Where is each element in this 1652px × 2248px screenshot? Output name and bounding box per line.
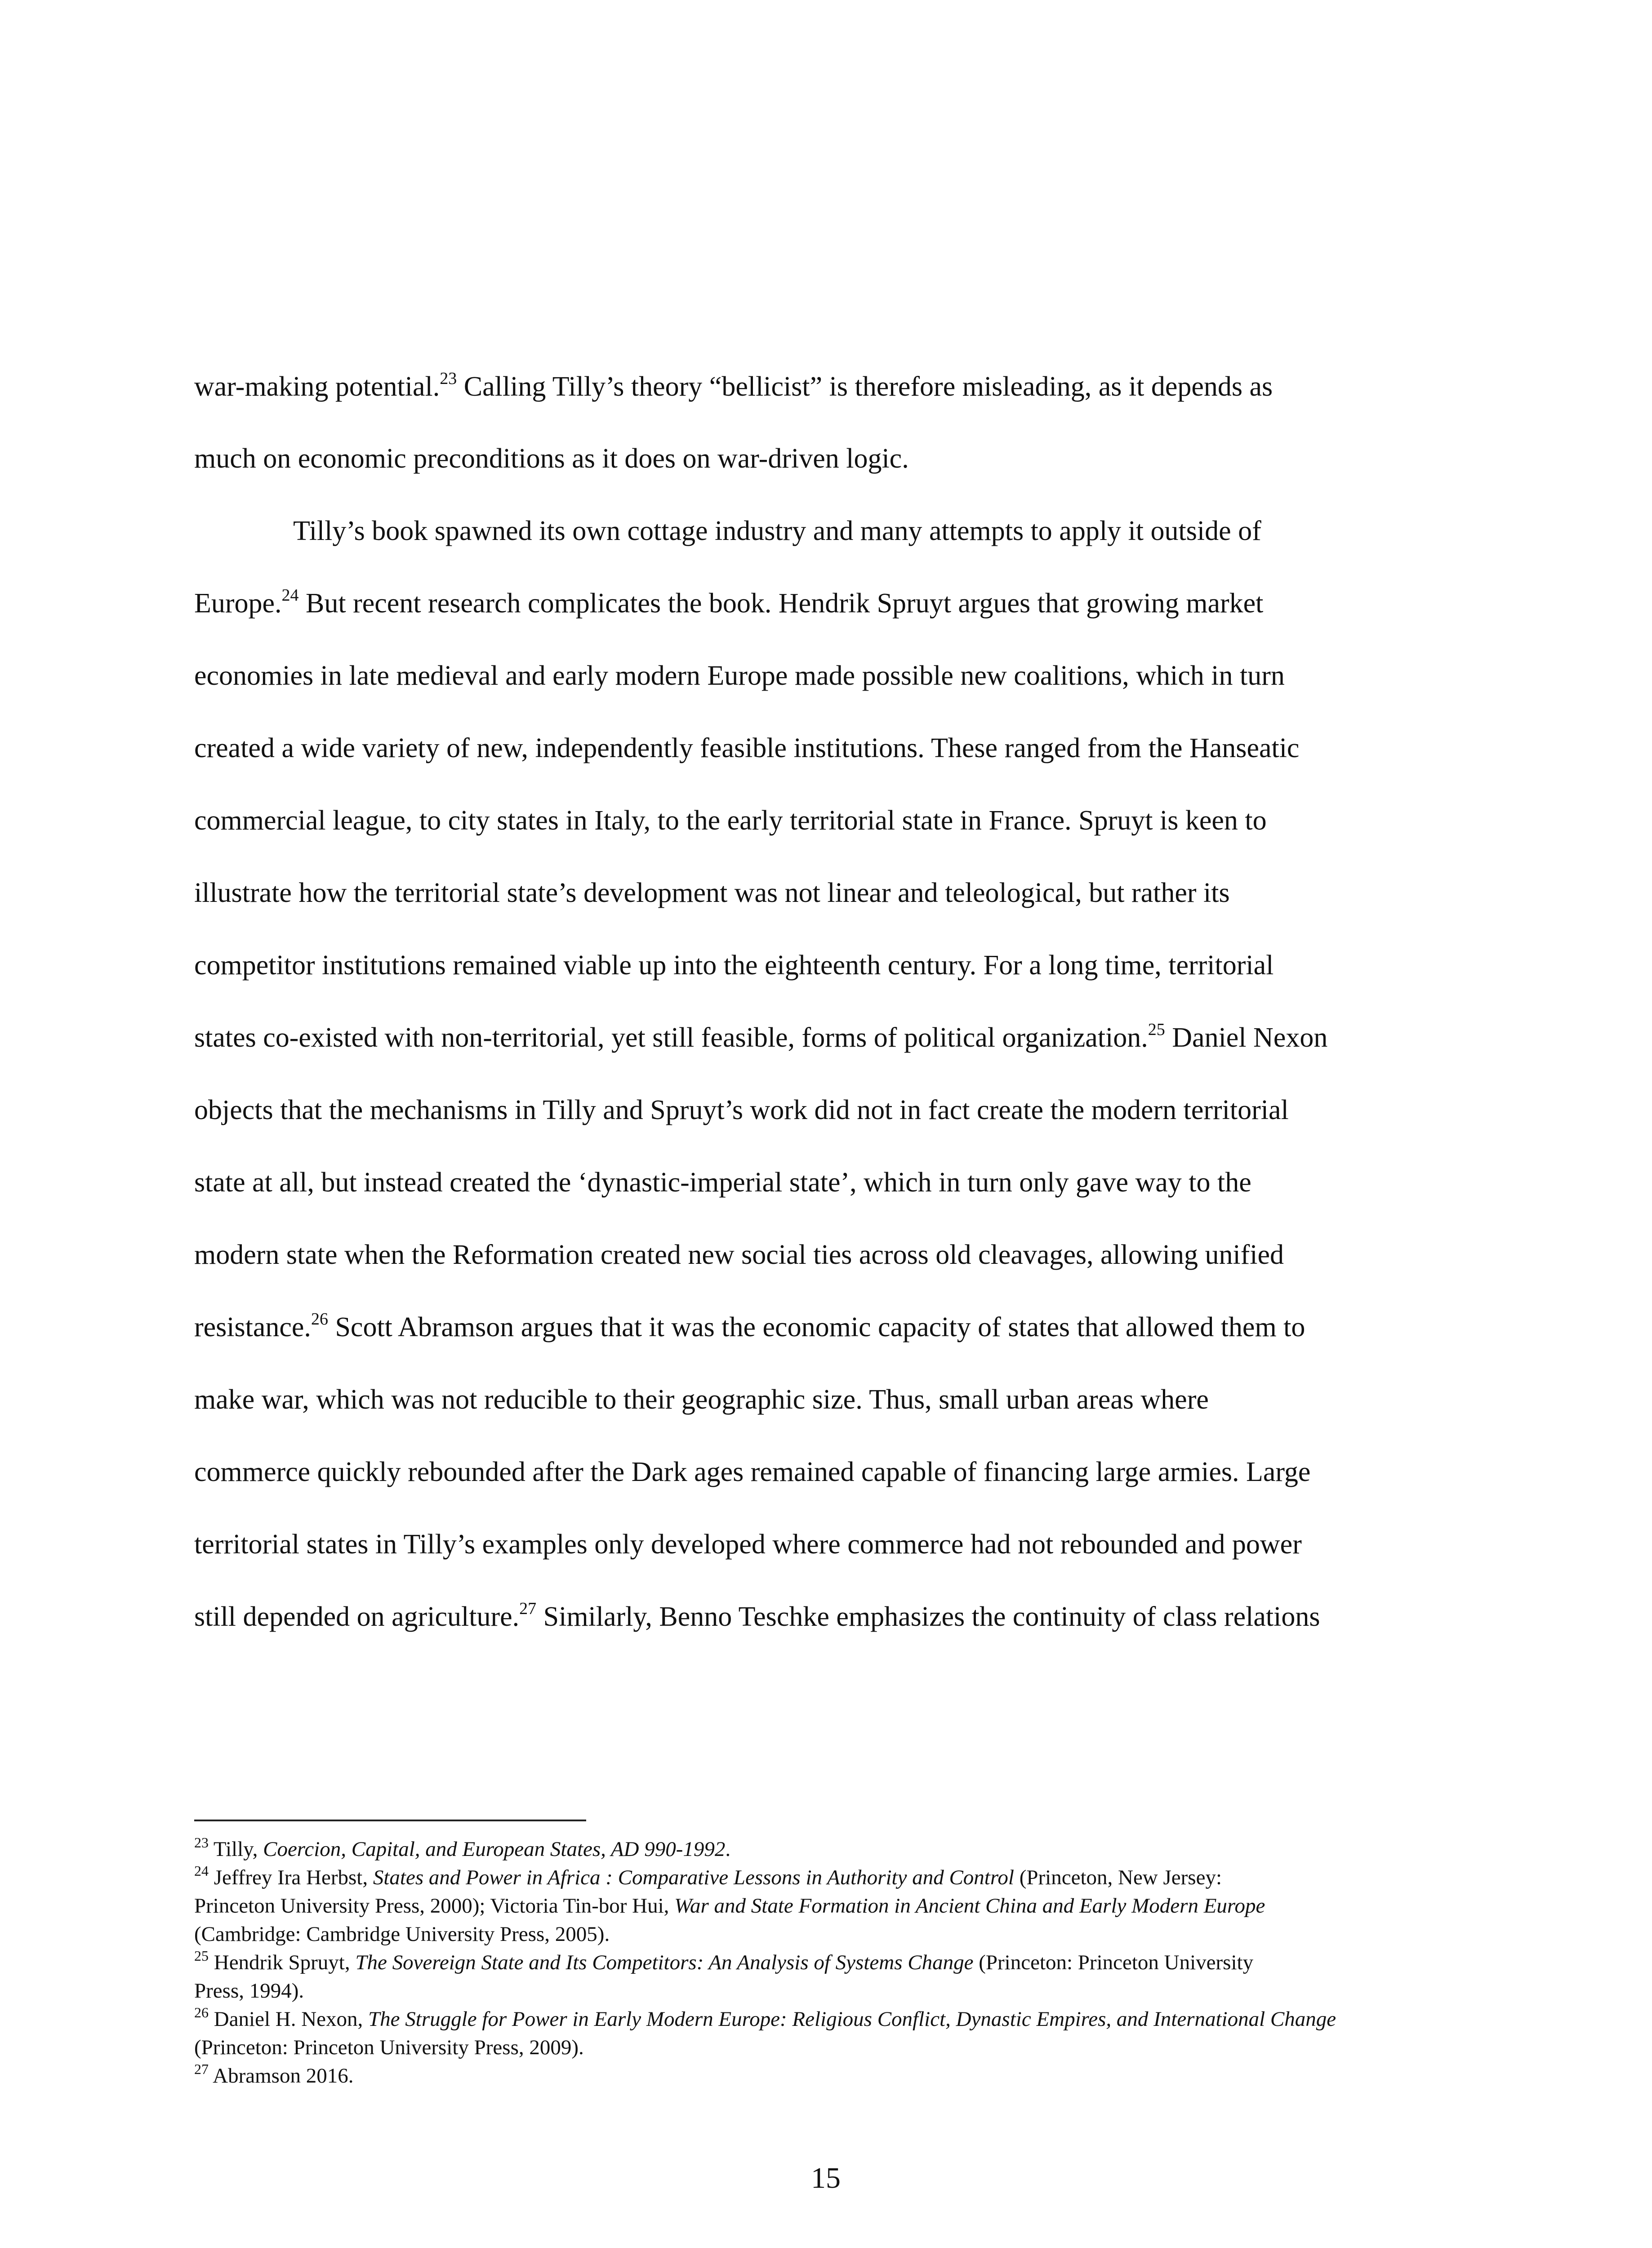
body-text: resistance. — [194, 1312, 311, 1343]
footnote-text: Daniel H. Nexon, — [209, 2007, 369, 2031]
body-text: objects that the mechanisms in Tilly and Spruyt’s work did not in fact create the modern territorial — [194, 1095, 1289, 1125]
body-line — [194, 1020, 1327, 1056]
body-line — [194, 1309, 1305, 1345]
body-line — [194, 585, 1263, 621]
footnote-title: States and Power in Africa : Comparative Lessons in Authority and Control — [373, 1866, 1014, 1889]
page-number: 15 — [811, 2162, 841, 2194]
body-line — [194, 1382, 1209, 1418]
footnote-text: Jeffrey Ira Herbst, — [209, 1866, 373, 1889]
body-text: Tilly’s book spawned its own cottage industry and many attempts to apply it outside of — [293, 516, 1261, 546]
body-text: state at all, but instead created the ‘dynastic-imperial state’, which in turn only gave way to the — [194, 1167, 1251, 1198]
body-text: created a wide variety of new, independently feasible institutions. These ranged from the Hanseatic — [194, 733, 1300, 763]
footnote-text: (Cambridge: Cambridge University Press, 2005). — [194, 1922, 610, 1946]
body-text: commercial league, to city states in Italy, to the early territorial state in France. Spruyt is keen to — [194, 805, 1267, 836]
footnote-line — [194, 1949, 1253, 1976]
body-text: territorial states in Tilly’s examples only developed where commerce had not rebounded and power — [194, 1529, 1302, 1560]
footnote-line — [194, 1977, 304, 2004]
footnote-number: 26 — [194, 2004, 209, 2021]
body-text: Scott Abramson argues that it was the economic capacity of states that allowed them to — [328, 1312, 1305, 1343]
body-line — [194, 803, 1267, 839]
footnote-title: War and State Formation in Ancient China and Early Modern Europe — [674, 1894, 1265, 1918]
body-line — [194, 1526, 1302, 1562]
body-text: illustrate how the territorial state’s development was not linear and teleological, but rather its — [194, 878, 1230, 908]
body-text: much on economic preconditions as it does on war-driven logic. — [194, 443, 909, 474]
footnote-number: 24 — [194, 1863, 209, 1879]
footnote-title: The Sovereign State and Its Competitors: An Analysis of Systems Change — [355, 1951, 974, 1974]
footnote-line — [194, 1892, 1265, 1919]
footnote-text: (Princeton: Princeton University Press, 2009). — [194, 2036, 584, 2059]
footnote-ref[interactable]: 25 — [1148, 1020, 1165, 1039]
body-text: states co-existed with non-territorial, yet still feasible, forms of political organization. — [194, 1022, 1148, 1053]
footnote-text: (Princeton, New Jersey: — [1014, 1866, 1222, 1889]
footnote-text: Abramson 2016. — [209, 2064, 354, 2087]
body-text: Similarly, Benno Teschke emphasizes the continuity of class relations — [536, 1601, 1320, 1632]
footnote-line — [194, 2062, 353, 2089]
body-line — [194, 1092, 1289, 1128]
body-text: make war, which was not reducible to their geographic size. Thus, small urban areas where — [194, 1384, 1209, 1415]
footnote-text: . — [725, 1838, 731, 1861]
body-line — [194, 1454, 1310, 1490]
body-line — [194, 441, 909, 477]
body-line — [194, 875, 1230, 911]
footnote-number: 27 — [194, 2061, 209, 2078]
body-line — [194, 730, 1299, 766]
footnote-number: 25 — [194, 1948, 209, 1964]
body-text: commerce quickly rebounded after the Dark ages remained capable of financing large armies. Large — [194, 1457, 1311, 1487]
footnote-text: Press, 1994). — [194, 1979, 304, 2003]
body-line — [194, 947, 1274, 983]
footnote-title: The Struggle for Power in Early Modern Europe: Religious Conflict, Dynastic Empires, and International Change — [368, 2007, 1336, 2031]
body-text: economies in late medieval and early modern Europe made possible new coalitions, which in turn — [194, 660, 1285, 691]
body-line — [194, 369, 1273, 405]
body-text: Europe. — [194, 588, 282, 619]
footnote-text: (Princeton: Princeton University — [973, 1951, 1254, 1974]
body-text: But recent research complicates the book. Hendrik Spruyt argues that growing market — [298, 588, 1264, 619]
footnote-line — [194, 1836, 730, 1863]
body-text: modern state when the Reformation created new social ties across old cleavages, allowing unified — [194, 1240, 1284, 1270]
body-line — [194, 1237, 1284, 1273]
body-text: still depended on agriculture. — [194, 1601, 520, 1632]
footnote-ref[interactable]: 24 — [281, 586, 299, 605]
body-text: competitor institutions remained viable up into the eighteenth century. For a long time, territorial — [194, 950, 1274, 981]
body-line — [194, 1599, 1320, 1635]
body-line — [293, 513, 1261, 549]
footnote-line — [194, 2034, 584, 2061]
footnote-line — [194, 1921, 610, 1948]
footnote-text: Tilly, — [209, 1838, 263, 1861]
body-text: Daniel Nexon — [1165, 1022, 1328, 1053]
body-text: war-making potential. — [194, 371, 440, 402]
footnote-separator — [194, 1820, 586, 1821]
footnote-text: Princeton University Press, 2000); Victoria Tin-bor Hui, — [194, 1894, 675, 1918]
body-line — [194, 658, 1285, 694]
footnote-text: Hendrik Spruyt, — [209, 1951, 356, 1974]
body-text: Calling Tilly’s theory “bellicist” is therefore misleading, as it depends as — [457, 371, 1273, 402]
footnote-line — [194, 1864, 1222, 1891]
footnote-ref[interactable]: 23 — [440, 369, 457, 388]
footnote-line — [194, 2006, 1336, 2033]
footnote-ref[interactable]: 26 — [311, 1310, 328, 1329]
body-line — [194, 1164, 1251, 1200]
footnote-ref[interactable]: 27 — [519, 1599, 537, 1619]
footnote-title: Coercion, Capital, and European States, AD 990-1992 — [263, 1838, 726, 1861]
footnote-number: 23 — [194, 1834, 209, 1851]
